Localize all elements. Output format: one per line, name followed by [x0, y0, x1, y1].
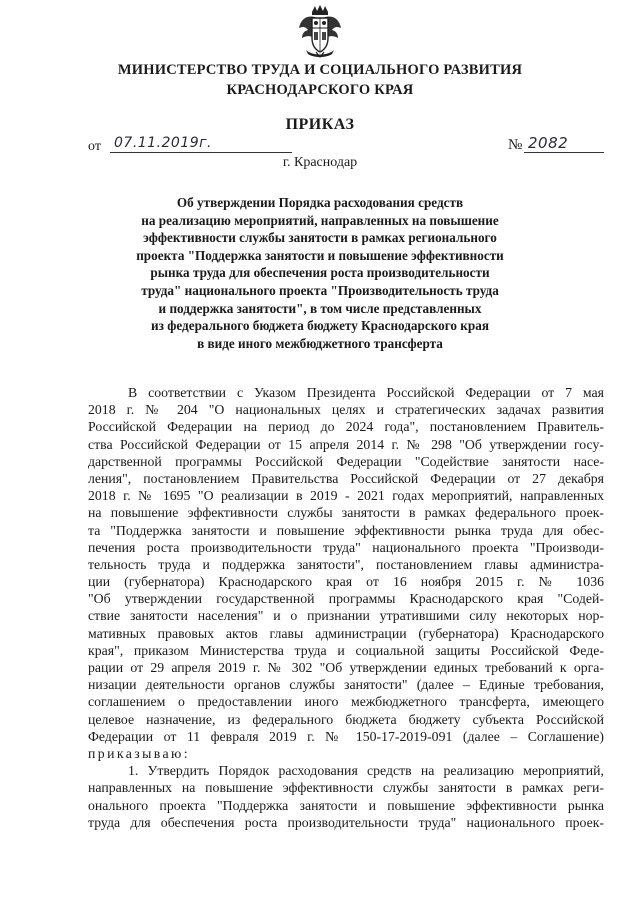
body-line: ления", постановлением Правительства Российской Федерации от 27 декабря [88, 470, 604, 486]
body-line: Российской Федерации на период до 2024 года", постановлением Правитель- [88, 419, 604, 435]
body-line: 2018 г. № 204 "О национальных целях и стратегических задачах развития [88, 402, 604, 418]
body-line: рации от 29 апреля 2019 г. № 302 "Об утверждении единых требований к орга- [88, 660, 604, 675]
heading-line: в виде иного межбюджетного трансферта [197, 335, 443, 351]
body-line: низации деятельности органов службы занятости" (далее – Единые требования, [88, 677, 604, 693]
heading-line: и поддержка занятости", в том числе представленных [158, 300, 482, 316]
document-body [88, 384, 604, 831]
handwritten-number: 2082 [528, 134, 569, 152]
body-line: дарственной программы Российской Федерации "Содействие занятости насе- [88, 453, 604, 469]
body-line: Федерации от 11 февраля 2019 г. № 150-17-2019-091 (далее – Соглашение) [88, 728, 604, 744]
number-underline [524, 152, 604, 153]
body-line: на повышение эффективности службы занятости в рамках федерального проек- [88, 505, 604, 521]
date-underline [110, 152, 292, 153]
date-prefix: от [88, 139, 101, 154]
handwritten-date: 07.11.2019г. [114, 135, 212, 151]
heading-line: на реализацию мероприятий, направленных на повышение [141, 212, 499, 228]
heading-line: из федерального бюджета бюджету Краснодарского края [151, 318, 489, 334]
coat-of-arms-icon [298, 4, 342, 58]
body-line: В соответствии с Указом Президента Российской Федерации от 7 мая [128, 385, 604, 400]
body-line: тельность труда и поддержка занятости", постановлением главы администра- [88, 556, 604, 572]
city-name: г. Краснодар [282, 155, 358, 170]
body-line: та "Поддержка занятости и повышение эффективности рынка труда для обес- [88, 522, 604, 538]
heading-line: проекта "Поддержка занятости и повышение эффективности [136, 247, 504, 263]
body-line: края", приказом Министерства труда и социальной защиты Российской Феде- [88, 642, 604, 658]
document-heading [80, 194, 560, 352]
body-line: мативных правовых актов главы администрации (губернатора) Краснодарского [88, 625, 604, 641]
body-line: труда для обеспечения роста производительности труда" национального проек- [88, 814, 604, 830]
body-line: направленных на повышение эффективности службы занятости в рамках реги- [88, 780, 604, 796]
body-line: "Об утверждении государственной программы Краснодарского края "Содей- [88, 591, 604, 607]
order-title: ПРИКАЗ [285, 116, 355, 133]
body-line: онального проекта "Поддержка занятости и повышение эффективности рынка [88, 797, 604, 813]
body-line: ства Российской Федерации от 15 апреля 2014 г. № 298 "Об утверждении госу- [88, 436, 604, 452]
body-line: печения роста производительности труда" национального проекта "Производи- [88, 539, 604, 555]
body-line-order-verb: приказываю: [88, 745, 190, 761]
heading-line: рынка труда для обеспечения роста производительности [150, 265, 490, 281]
heading-line: Об утверждении Порядка расходования средств [176, 195, 464, 210]
heading-line: труда" национального проекта "Производительность труда [141, 282, 499, 298]
ministry-name-line1: МИНИСТЕРСТВО ТРУДА И СОЦИАЛЬНОГО РАЗВИТИЯ [117, 62, 523, 78]
body-line: целевое назначение, из федерального бюджета бюджету субъекта Российской [88, 711, 604, 727]
ministry-name-line2: КРАСНОДАРСКОГО КРАЯ [226, 82, 414, 98]
body-line: ции (губернатора) Краснодарского края от 16 ноября 2015 г. № 1036 [88, 574, 604, 590]
body-line: ствие занятости населения" и о признании утратившими силу некоторых нор- [88, 608, 604, 624]
number-prefix: № [508, 137, 523, 153]
body-line: 1. Утвердить Порядок расходования средств на реализацию мероприятий, [128, 763, 604, 779]
body-line: соглашением о предоставлении иного межбюджетного трансферта, имеющего [88, 694, 604, 710]
date-number-row [88, 134, 608, 157]
body-line: 2018 г. № 1695 "О реализации в 2019 - 2021 годах мероприятий, направленных [88, 488, 604, 504]
heading-line: эффективности службы занятости в рамках регионального [143, 230, 497, 246]
